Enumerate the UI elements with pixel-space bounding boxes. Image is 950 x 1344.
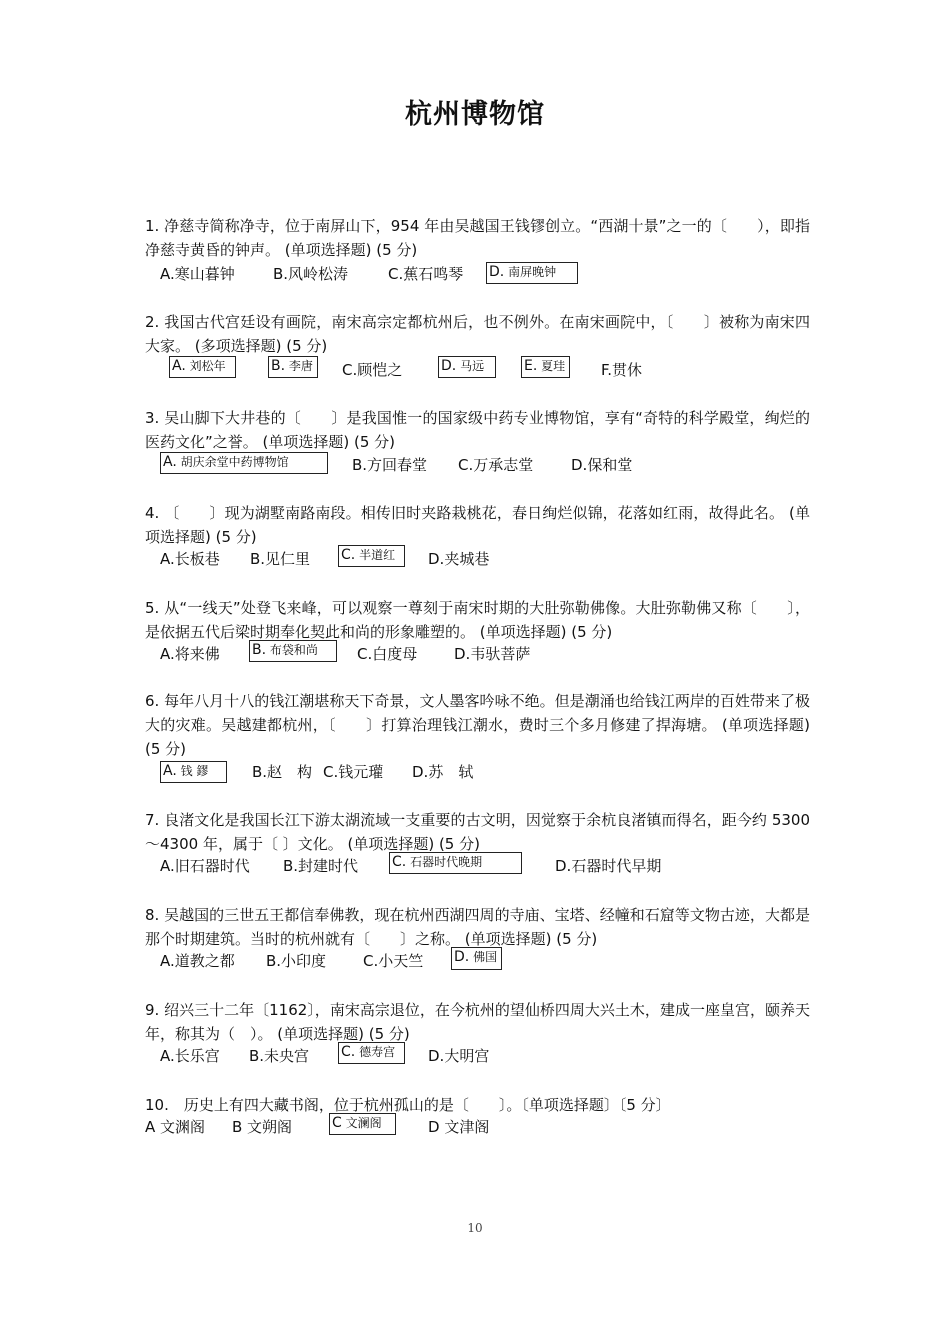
option-4a[interactable]: A.长板巷 (160, 550, 220, 568)
answer-box-7[interactable]: C. 石器时代晚期 (389, 852, 522, 874)
option-8a[interactable]: A.道教之都 (160, 952, 235, 970)
answer-box-6[interactable]: A. 钱 鏐 (160, 761, 227, 783)
option-2c[interactable]: C.顾恺之 (342, 361, 403, 379)
option-9d[interactable]: D.大明宫 (428, 1047, 490, 1065)
option-1c[interactable]: C.蕉石鸣琴 (388, 265, 464, 283)
question-3: 3. 吴山脚下大井巷的〔 〕是我国惟一的国家级中药专业博物馆，享有“奇特的科学殿堂，绚烂的医药文化”之誉。 (单项选择题) (5 分) (145, 409, 810, 451)
question-4: 4. 〔 〕现为湖墅南路南段。相传旧时夹路栽桃花，春日绚烂似锦，花落如红雨，故得此名。 (单项选择题) (5 分) (145, 504, 810, 546)
question-9: 9. 绍兴三十二年〔1162〕，南宋高宗退位，在今杭州的望仙桥四周大兴土木，建成一座皇宫，颐养天年，称其为（ ）。 (单项选择题) (5 分) (145, 1001, 810, 1043)
option-7a[interactable]: A.旧石器时代 (160, 857, 250, 875)
page-title: 杭州博物馆 (405, 99, 545, 130)
answer-box-2e[interactable]: E. 夏珪 (521, 356, 570, 378)
option-10d[interactable]: D 文津阁 (428, 1118, 490, 1136)
question-6: 6. 每年八月十八的钱江潮堪称天下奇景，文人墨客吟咏不绝。但是潮涌也给钱江两岸的百姓带来了极大的灾难。吴越建都杭州，〔 〕打算治理钱江潮水，费时三个多月修建了捍海塘。 (单项选择题) (5 分) (145, 692, 810, 758)
answer-box-2b[interactable]: B. 李唐 (268, 356, 318, 378)
answer-box-2d[interactable]: D. 马远 (438, 356, 496, 378)
option-9a[interactable]: A.长乐宫 (160, 1047, 220, 1065)
option-10a[interactable]: A 文渊阁 (145, 1118, 206, 1136)
answer-box-10[interactable]: C 文澜阁 (329, 1113, 396, 1135)
option-5a[interactable]: A.将来佛 (160, 645, 220, 663)
answer-box-4[interactable]: C. 半道红 (338, 545, 405, 567)
question-7: 7. 良渚文化是我国长江下游太湖流域一支重要的古文明，因觉察于余杭良渚镇而得名，距今约 5300～4300 年，属于〔 〕文化。 (单项选择题) (5 分) (145, 811, 810, 853)
option-4d[interactable]: D.夹城巷 (428, 550, 490, 568)
option-3c[interactable]: C.万承志堂 (458, 456, 534, 474)
option-5c[interactable]: C.白度母 (357, 645, 418, 663)
option-5d[interactable]: D.韦驮菩萨 (454, 645, 531, 663)
option-7d[interactable]: D.石器时代早期 (555, 857, 662, 875)
option-2f[interactable]: F.贯休 (601, 361, 642, 379)
option-8c[interactable]: C.小天竺 (363, 952, 424, 970)
answer-box-9[interactable]: C. 德寿宫 (338, 1042, 405, 1064)
option-1a[interactable]: A.寒山暮钟 (160, 265, 235, 283)
option-6b[interactable]: B.赵 构 (252, 763, 313, 781)
answer-box-2a[interactable]: A. 刘松年 (169, 356, 236, 378)
answer-box-3[interactable]: A. 胡庆余堂中药博物馆 (160, 452, 328, 474)
answer-box-5[interactable]: B. 布袋和尚 (249, 640, 337, 662)
option-3d[interactable]: D.保和堂 (571, 456, 633, 474)
question-5: 5. 从“一线天”处登飞来峰，可以观察一尊刻于南宋时期的大肚弥勒佛像。大肚弥勒佛又称〔 〕，是依据五代后梁时期奉化契此和尚的形象雕塑的。 (单项选择题) (5 分) (145, 599, 810, 641)
question-8: 8. 吴越国的三世五王都信奉佛教，现在杭州西湖四周的寺庙、宝塔、经幢和石窟等文物古迹，大都是那个时期建筑。当时的杭州就有〔 〕之称。 (单项选择题) (5 分) (145, 906, 810, 948)
option-10b[interactable]: B 文朔阁 (232, 1118, 293, 1136)
question-10: 10. 历史上有四大藏书阁，位于杭州孤山的是〔 〕。〔单项选择题〕〔5 分〕 (145, 1096, 671, 1114)
option-4b[interactable]: B.见仁里 (250, 550, 311, 568)
option-7b[interactable]: B.封建时代 (283, 857, 359, 875)
page-number: 10 (467, 1221, 483, 1235)
question-1: 1. 净慈寺简称净寺，位于南屏山下，954 年由吴越国王钱镠创立。“西湖十景”之一的〔 ），即指净慈寺黄昏的钟声。 (单项选择题) (5 分) (145, 217, 810, 259)
option-6d[interactable]: D.苏 轼 (412, 763, 474, 781)
option-3b[interactable]: B.方回春堂 (352, 456, 428, 474)
question-2: 2. 我国古代宫廷设有画院，南宋高宗定都杭州后，也不例外。在南宋画院中，〔 〕被称为南宋四大家。 (多项选择题) (5 分) (145, 313, 810, 355)
answer-box-8[interactable]: D. 佛国 (451, 947, 502, 970)
option-1b[interactable]: B.风岭松涛 (273, 265, 349, 283)
option-6c[interactable]: C.钱元瓘 (323, 763, 384, 781)
answer-box-1[interactable]: D. 南屏晚钟 (486, 262, 578, 284)
option-9b[interactable]: B.未央宫 (249, 1047, 310, 1065)
option-8b[interactable]: B.小印度 (266, 952, 327, 970)
